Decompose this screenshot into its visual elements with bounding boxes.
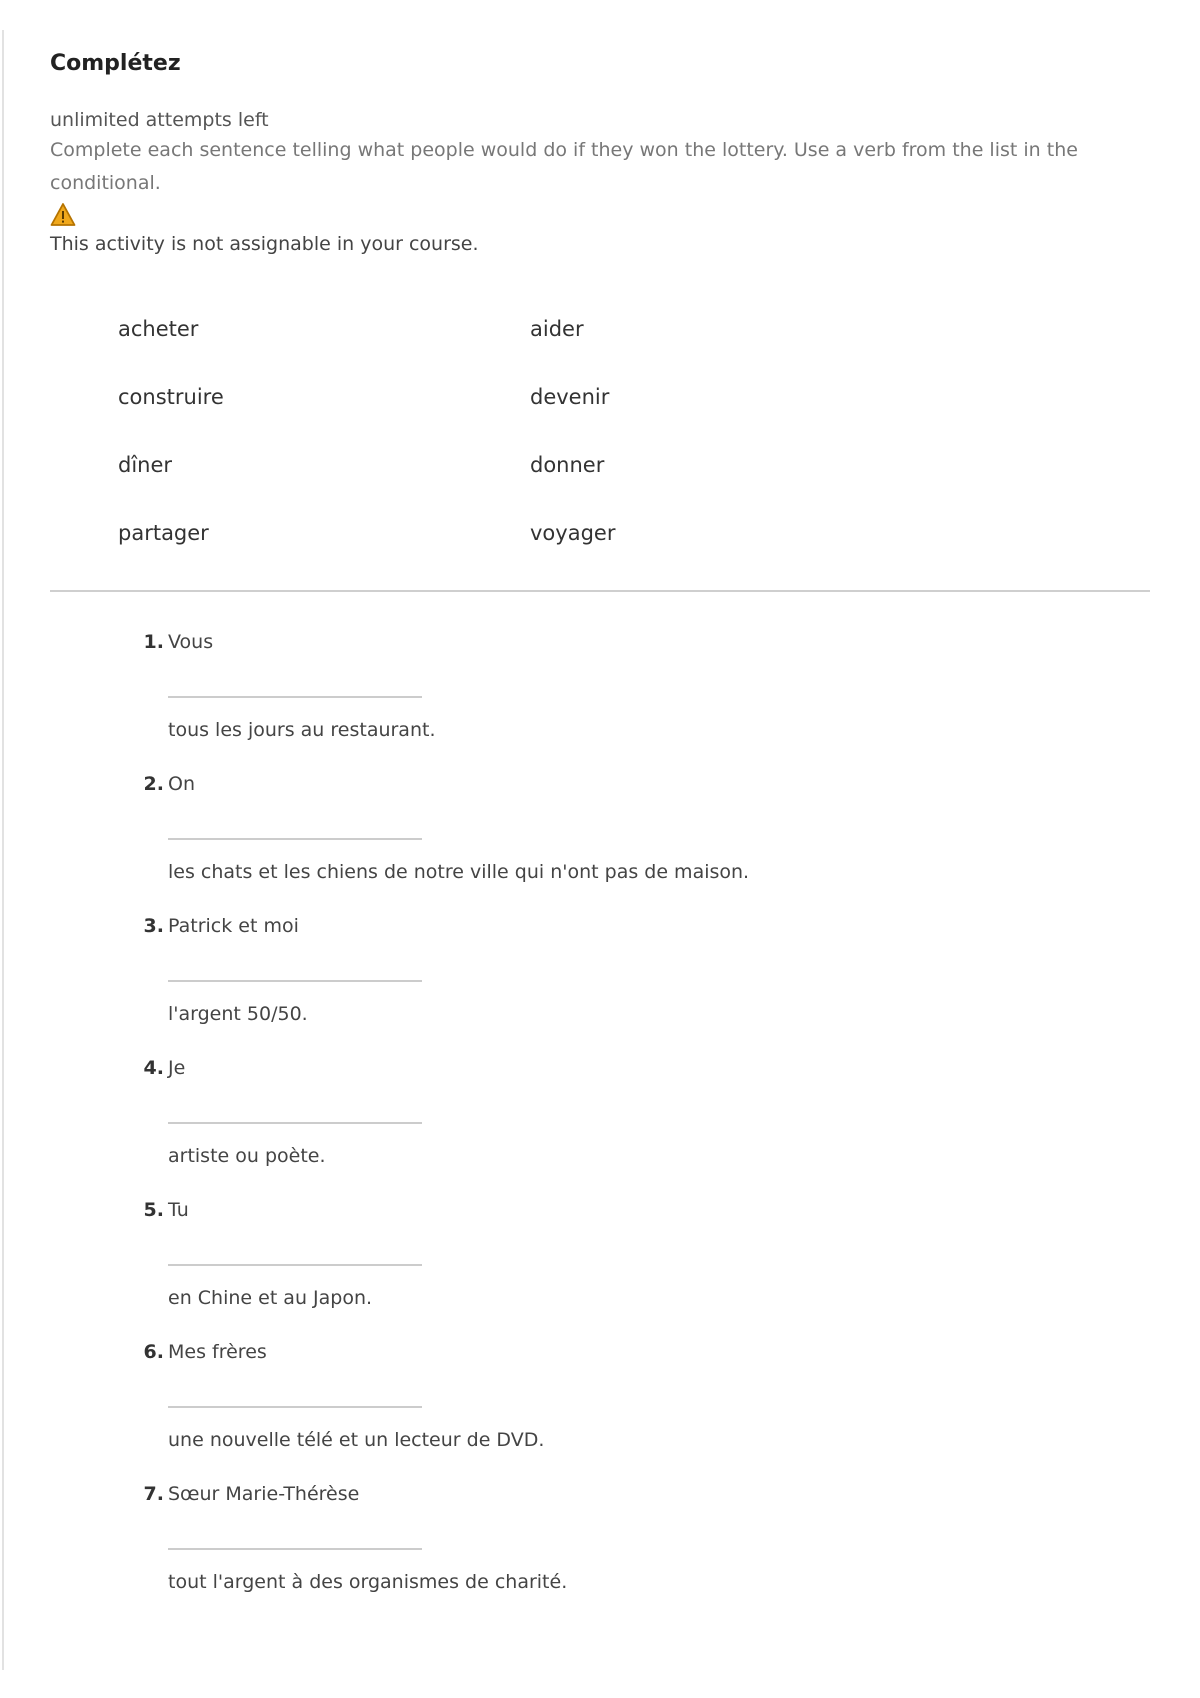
word-bank-item: voyager [530,521,616,545]
activity-panel [50,48,1160,1622]
word-bank-item: aider [530,317,584,341]
question-text-before: On [168,773,195,795]
answer-input-6[interactable] [168,1382,422,1408]
left-border [2,30,4,1670]
warning-icon [50,202,76,228]
question-number: 3. [143,915,164,937]
question-text-after: tous les jours au restaurant. [168,719,436,741]
question-text-before: Patrick et moi [168,915,299,937]
answer-input-7[interactable] [168,1524,422,1550]
answer-input-5[interactable] [168,1240,422,1266]
section-divider [50,590,1150,592]
question-item [50,1196,1160,1338]
question-number: 2. [143,773,164,795]
question-number: 6. [143,1341,164,1363]
question-item [50,1054,1160,1196]
question-text-before: Mes frères [168,1341,267,1363]
question-text-before: Sœur Marie-Thérèse [168,1483,360,1505]
word-bank-item: devenir [530,385,610,409]
question-item [50,1480,1160,1622]
not-assignable-notice: This activity is not assignable in your course. [50,233,479,255]
word-bank-item: partager [118,521,209,545]
question-item [50,912,1160,1054]
question-item [50,1338,1160,1480]
word-bank-item: dîner [118,453,173,477]
question-text-before: Je [168,1057,186,1079]
question-item [50,770,1160,912]
question-text-before: Tu [168,1199,189,1221]
question-text-after: l'argent 50/50. [168,1003,308,1025]
question-text-after: les chats et les chiens de notre ville qui n'ont pas de maison. [168,861,750,883]
question-number: 1. [143,631,164,653]
question-number: 7. [143,1483,164,1505]
instructions: Complete each sentence telling what people would do if they won the lottery. Use a verb from the list in the conditional. [50,139,1078,194]
word-bank [118,314,1160,586]
word-bank-item: acheter [118,317,199,341]
question-text-after: une nouvelle télé et un lecteur de DVD. [168,1429,545,1451]
answer-input-1[interactable] [168,672,422,698]
word-bank-item: construire [118,385,224,409]
answer-input-3[interactable] [168,956,422,982]
question-item [50,628,1160,770]
question-text-after: artiste ou poète. [168,1145,326,1167]
activity-title: Complétez [50,51,181,76]
answer-input-4[interactable] [168,1098,422,1124]
question-number: 5. [143,1199,164,1221]
attempts-left: unlimited attempts left [50,109,269,131]
answer-input-2[interactable] [168,814,422,840]
question-list [50,628,1160,1622]
question-text-before: Vous [168,631,214,653]
question-text-after: tout l'argent à des organismes de charité. [168,1571,568,1593]
word-bank-item: donner [530,453,605,477]
question-text-after: en Chine et au Japon. [168,1287,373,1309]
question-number: 4. [143,1057,164,1079]
